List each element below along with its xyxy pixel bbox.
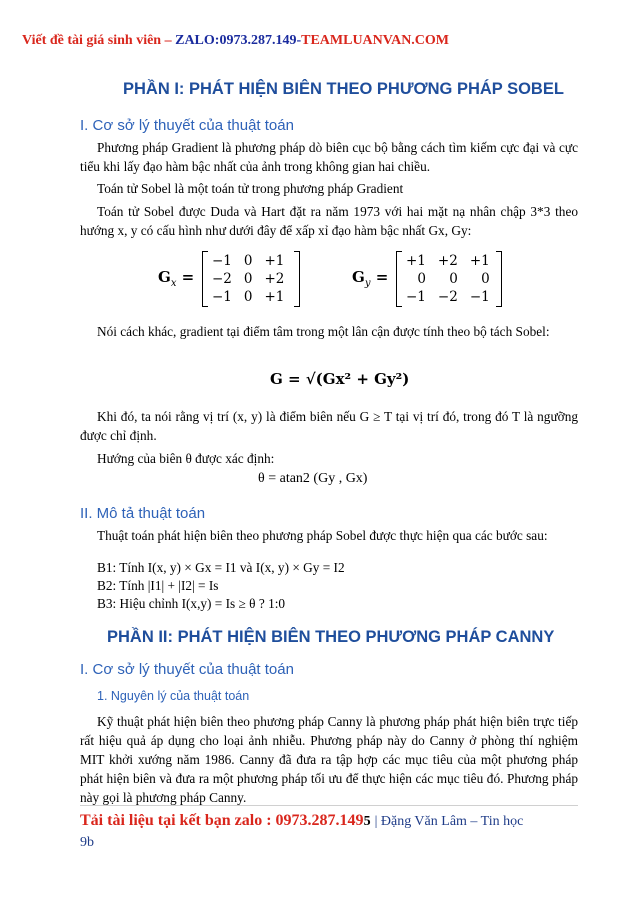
part1-paragraph-3 <box>80 202 578 240</box>
step-b3: B3: Hiệu chỉnh I(x,y) = Is ≥ θ ? 1:0 <box>97 596 286 611</box>
part1-paragraph-3-text: Toán tử Sobel được Duda và Hart đặt ra năm 1973 với hai mặt nạ nhân chập 3*3 theo hướng x, y có cấu hình như dưới đây để xấp xỉ đạo hàm bậc nhất Gx, Gy: <box>80 204 578 238</box>
part2-subsection-1: 1. Nguyên lý của thuật toán <box>97 689 250 703</box>
gy-cell: +2 <box>437 253 458 269</box>
gy-cell: −1 <box>469 289 490 305</box>
part1-paragraph-4: Nói cách khác, gradient tại điểm tâm trong một lân cận được tính theo bộ tách Sobel: <box>97 324 550 339</box>
part1-title: PHẦN I: PHÁT HIỆN BIÊN THEO PHƯƠNG PHÁP SOBEL <box>123 80 564 98</box>
part1-paragraph-6: Hướng của biên θ được xác định: <box>97 451 275 466</box>
gy-label-letter: G <box>352 268 365 286</box>
footer-page-number: 5 <box>363 814 371 829</box>
step-b1: B1: Tính I(x, y) × Gx = I1 và I(x, y) × Gy = I2 <box>97 560 345 575</box>
gy-cell: −2 <box>437 289 458 305</box>
gy-cell: 0 <box>481 271 490 287</box>
part2-paragraph-1: Kỹ thuật phát hiện biên theo phương pháp Canny là phương pháp phát hiện biên trực tiếp rất hiệu quả áp dụng cho loại ảnh nhiễu. Phương pháp này do Canny ở phòng thí nghiệm MIT khởi xướng năm 1986. Canny đã đưa ra tập hợp các mục tiêu của một phương pháp phát hiện biên và đưa ra một phương pháp tối ưu để thực hiện các mục tiêu đó. Phương pháp này gọi là phương pháp Canny. <box>80 714 578 805</box>
gy-cell: +1 <box>469 253 490 269</box>
gx-cell: −1 <box>212 289 232 305</box>
gx-matrix <box>202 251 300 307</box>
gx-label: $G_x$ = <box>158 268 195 289</box>
part2-section1-title: I. Cơ sở lý thuyết của thuật toán <box>80 661 294 678</box>
footer-rule <box>80 805 578 806</box>
gx-cell: +2 <box>264 271 285 287</box>
formula-g: G = √(Gx² + Gy²) <box>270 370 410 388</box>
gx-matrix-table <box>206 252 290 306</box>
gx-cell: −1 <box>212 253 232 269</box>
footer-left-text: Tải tài liệu tại kết bạn zalo : 0973.287.149 <box>80 812 364 829</box>
gx-cell: 0 <box>243 289 253 305</box>
gy-matrix <box>396 251 502 307</box>
gx-cell: 0 <box>243 253 253 269</box>
header-brand-text: TEAMLUANVAN.COM <box>301 33 450 48</box>
part1-paragraph-1: Phương pháp Gradient là phương pháp dò biên cục bộ bằng cách tìm kiếm cực đại và cực tiểu khi lấy đạo hàm bậc nhất của ảnh trong không gian hai chiều. <box>80 140 578 174</box>
page-header <box>22 33 449 49</box>
gx-cell: +1 <box>264 253 285 269</box>
part2-title: PHẦN II: PHÁT HIỆN BIÊN THEO PHƯƠNG PHÁP CANNY <box>107 628 555 646</box>
gx-cell: +1 <box>264 289 285 305</box>
gy-cell: +1 <box>406 253 426 269</box>
part1-section1-title: I. Cơ sở lý thuyết của thuật toán <box>80 117 294 134</box>
gx-right-bracket <box>294 251 300 307</box>
gy-matrix-table <box>400 252 496 306</box>
gy-label-sub: y <box>364 278 371 289</box>
part1-paragraph-5: Khi đó, ta nói rằng vị trí (x, y) là điểm biên nếu G ≥ T tại vị trí đó, trong đó T là ngưỡng được chỉ định. <box>80 409 578 443</box>
gy-cell: 0 <box>449 271 458 287</box>
footer-right-text-2: 9b <box>80 835 94 850</box>
gy-cell: 0 <box>417 271 426 287</box>
footer-right-text: | Đặng Văn Lâm – Tin học <box>374 814 524 829</box>
part1-paragraph-2: Toán tử Sobel là một toán tử trong phương pháp Gradient <box>97 181 404 196</box>
gx-cell: −2 <box>212 271 232 287</box>
gx-label-letter: G <box>158 268 171 286</box>
gx-cell: 0 <box>243 271 253 287</box>
step-b2: B2: Tính |I1| + |I2| = Is <box>97 578 219 593</box>
page-footer <box>80 810 580 853</box>
gx-label-sub: x <box>170 278 177 289</box>
part1-paragraph-7: Thuật toán phát hiện biên theo phương pháp Sobel được thực hiện qua các bước sau: <box>97 528 548 543</box>
gy-cell: −1 <box>406 289 426 305</box>
part1-section2-title: II. Mô tả thuật toán <box>80 505 206 522</box>
header-zalo-text: ZALO:0973.287.149- <box>175 33 302 48</box>
formula-theta: θ = atan2 (Gy , Gx) <box>258 471 368 486</box>
gy-right-bracket <box>496 251 502 307</box>
header-left-text: Viết đề tài giá sinh viên – <box>22 33 172 48</box>
gy-label: $G_y$ = <box>352 268 389 289</box>
